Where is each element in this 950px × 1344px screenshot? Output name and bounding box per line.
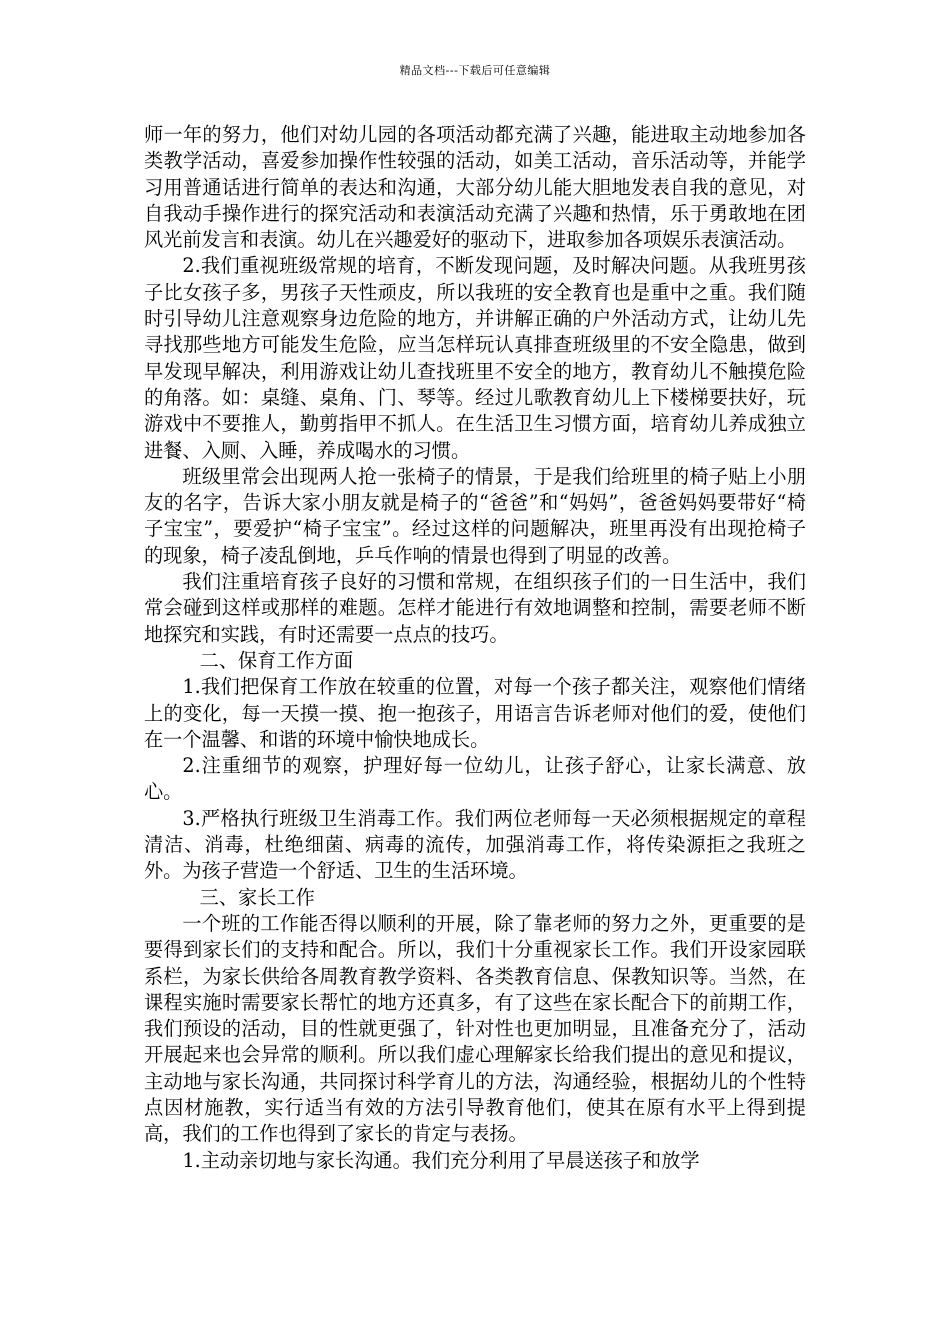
paragraph: 1.主动亲切地与家长沟通。我们充分利用了早晨送孩子和放学	[182, 1148, 700, 1172]
paragraph-continuation: 师一年的努力，他们对幼儿园的各项活动都充满了兴趣，能进取主动地参加各类教学活动，喜爱参加操作性较强的活动，如美工活动，音乐活动等，并能学习用普通话进行简单的表达和沟通，大部分幼儿能大胆地发表自我的意见，对自我动手操作进行的探究活动和表演活动充满了兴趣和热情，乐于勇敢地在团风光前发言和表演。幼儿在兴趣爱好的驱动下，进取参加各项娱乐表演活动。	[144, 123, 806, 252]
section-heading: 二、保育工作方面	[199, 648, 354, 672]
paragraph: 3.严格执行班级卫生消毒工作。我们两位老师每一天必须根据规定的章程清洁、消毒，杜绝细菌、病毒的流传，加强消毒工作，将传染源拒之我班之外。为孩子营造一个舒适、卫生的生活环境。	[144, 806, 806, 883]
paragraph: 班级里常会出现两人抢一张椅子的情景，于是我们给班里的椅子贴上小朋友的名字，告诉大家小朋友就是椅子的“爸爸”和“妈妈”，爸爸妈妈要带好“椅子宝宝”，要爱护“椅子宝宝”。经过这样的问题解决，班里再没有出现抢椅子的现象，椅子凌乱倒地，乒乓作响的情景也得到了明显的改善。	[144, 464, 806, 567]
paragraph: 一个班的工作能否得以顺利的开展，除了靠老师的努力之外，更重要的是要得到家长们的支持和配合。所以，我们十分重视家长工作。我们开设家园联系栏，为家长供给各周教育教学资料、各类教育信息、保教知识等。当然，在课程实施时需要家长帮忙的地方还真多，有了这些在家长配合下的前期工作，我们预设的活动，目的性就更强了，针对性也更加明显，且准备充分了，活动开展起来也会异常的顺利。所以我们虚心理解家长给我们提出的意见和提议，主动地与家长沟通，共同探讨科学育儿的方法，沟通经验，根据幼儿的个性特点因材施教，实行适当有效的方法引导教育他们，使其在原有水平上得到提高，我们的工作也得到了家长的肯定与表扬。	[144, 911, 806, 1146]
paragraph: 我们注重培育孩子良好的习惯和常规，在组织孩子们的一日生活中，我们常会碰到这样或那样的难题。怎样才能进行有效地调整和控制，需要老师不断地探究和实践，有时还需要一点点的技巧。	[144, 570, 806, 646]
paragraph: 2.我们重视班级常规的培育，不断发现问题，及时解决问题。从我班男孩子比女孩子多，男孩子天性顽皮，所以我班的安全教育也是重中之重。我们随时引导幼儿注意观察身边危险的地方，并讲解正确的户外活动方式，让幼儿先寻找那些地方可能发生危险，应当怎样玩认真排查班级里的不安全隐患，做到早发现早解决，利用游戏让幼儿查找班里不安全的地方，教育幼儿不触摸危险的角落。如：桌缝、桌角、门、琴等。经过儿歌教育幼儿上下楼梯要扶好，玩游戏中不要推人，勤剪指甲不抓人。在生活卫生习惯方面，培育幼儿养成独立进餐、入厕、入睡，养成喝水的习惯。	[144, 254, 806, 462]
section-heading: 三、家长工作	[199, 885, 315, 909]
paragraph: 1.我们把保育工作放在较重的位置，对每一个孩子都关注，观察他们情绪上的变化，每一天摸一摸、抱一抱孩子，用语言告诉老师对他们的爱，使他们在一个温馨、和谐的环境中愉快地成长。	[144, 675, 806, 751]
paragraph: 2.注重细节的观察，护理好每一位幼儿，让孩子舒心，让家长满意、放心。	[144, 754, 806, 804]
page-header: 精品文档---下载后可任意编辑	[399, 64, 551, 77]
document-body	[144, 122, 806, 1174]
